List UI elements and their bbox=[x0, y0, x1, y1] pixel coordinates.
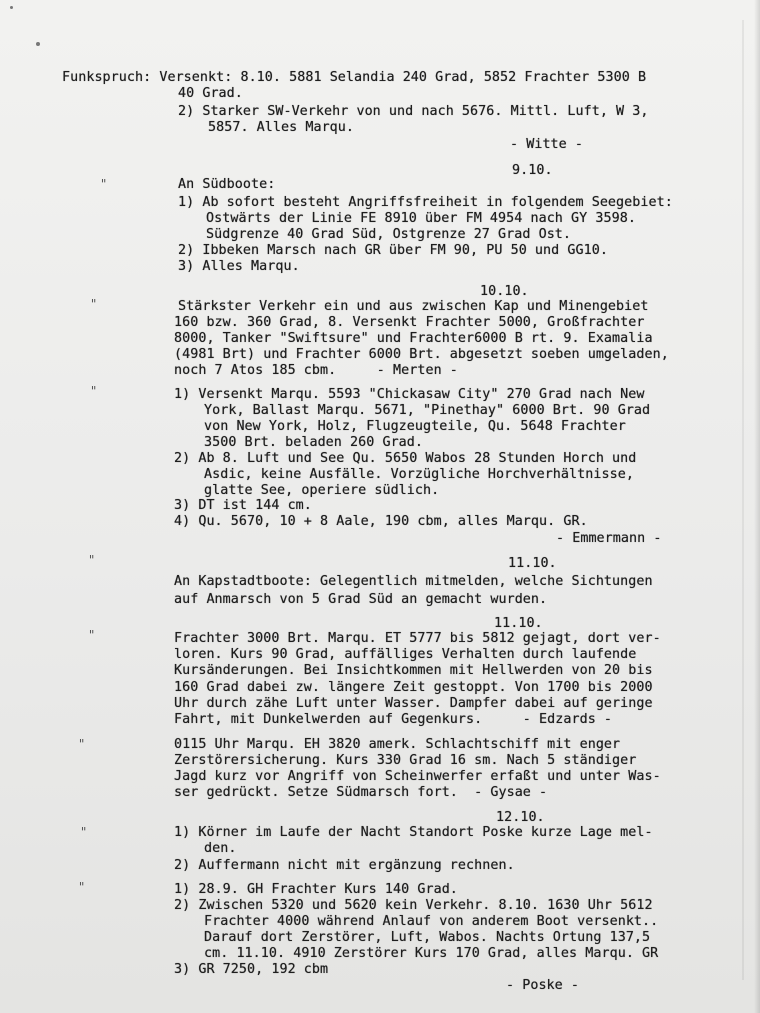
document-line: (4981 Brt) und Frachter 6000 Brt. abgesetzt soeben umgeladen, bbox=[174, 347, 669, 362]
ditto-mark: " bbox=[80, 825, 88, 839]
document-line: 1) Versenkt Marqu. 5593 "Chickasaw City" 270 Grad nach New bbox=[174, 387, 645, 402]
document-line: Uhr durch zähe Luft unter Wasser. Dampfer dabei auf geringe bbox=[174, 696, 653, 711]
ditto-mark: " bbox=[90, 384, 98, 398]
document-line: Asdic, keine Ausfälle. Vorzügliche Horchverhältnisse, bbox=[204, 467, 634, 482]
document-line: cm. 11.10. 4910 Zerstörer Kurs 170 Grad, alles Marqu. GR bbox=[204, 946, 659, 961]
document-line: - Witte - bbox=[510, 137, 584, 152]
ditto-mark: " bbox=[88, 553, 96, 567]
document-line: 2) Ibbeken Marsch nach GR über FM 90, PU 50 und GG10. bbox=[178, 243, 608, 258]
document-line: Fahrt, mit Dunkelwerden auf Gegenkurs. - Edzards - bbox=[174, 712, 613, 727]
document-line: 1) Körner im Laufe der Nacht Standort Poske kurze Lage mel- bbox=[174, 825, 653, 840]
document-line: Kursänderungen. Bei Insichtkommen mit Hellwerden von 20 bis bbox=[174, 663, 653, 678]
document-line: Zerstörersicherung. Kurs 330 Grad 16 sm. Nach 5 ständiger bbox=[174, 753, 637, 768]
document-line: 8000, Tanker "Swiftsure" und Frachter6000 B rt. 9. Examalia bbox=[174, 331, 653, 346]
ink-speck bbox=[36, 42, 40, 46]
ink-speck bbox=[10, 6, 13, 9]
document-line: 3500 Brt. beladen 260 Grad. bbox=[204, 435, 424, 450]
document-line: 9.10. bbox=[512, 163, 553, 178]
document-line: York, Ballast Marqu. 5671, "Pinethay" 6000 Brt. 90 Grad bbox=[204, 403, 651, 418]
document-line: noch 7 Atos 185 cbm. - Merten - bbox=[174, 363, 458, 378]
document-line: 40 Grad. bbox=[178, 86, 243, 101]
document-line: glatte See, operiere südlich. bbox=[204, 483, 440, 498]
document-line: Jagd kurz vor Angriff von Scheinwerfer erfaßt und unter Was- bbox=[174, 769, 661, 784]
document-line: 160 Grad dabei zw. längere Zeit gestoppt. Von 1700 bis 2000 bbox=[174, 680, 653, 695]
document-line: An Südboote: bbox=[178, 177, 276, 192]
document-line: 1) 28.9. GH Frachter Kurs 140 Grad. bbox=[174, 882, 458, 897]
document-line: den. bbox=[204, 841, 237, 856]
ditto-mark: " bbox=[100, 177, 108, 191]
ditto-mark: " bbox=[78, 737, 86, 751]
document-line: ser gedrückt. Setze Südmarsch fort. - Gysae - bbox=[174, 785, 548, 800]
ditto-mark: " bbox=[90, 297, 98, 311]
document-line: Südgrenze 40 Grad Süd, Ostgrenze 27 Grad Ost. bbox=[206, 227, 572, 242]
document-line: 0115 Uhr Marqu. EH 3820 amerk. Schlachtschiff mit enger bbox=[174, 737, 621, 752]
document-line: Ostwärts der Linie FE 8910 über FM 4954 nach GY 3598. bbox=[206, 211, 636, 226]
document-line: 3) DT ist 144 cm. bbox=[174, 498, 312, 513]
document-line: 5857. Alles Marqu. bbox=[208, 120, 355, 135]
document-line: 2) Starker SW-Verkehr von und nach 5676. Mittl. Luft, W 3, bbox=[178, 104, 649, 119]
document-line: 11.10. bbox=[508, 556, 557, 571]
document-line: An Kapstadtboote: Gelegentlich mitmelden, welche Sichtungen bbox=[174, 574, 653, 589]
document-line: 12.10. bbox=[496, 810, 545, 825]
document-line: - Emmermann - bbox=[556, 531, 662, 546]
document-line: loren. Kurs 90 Grad, auffälliges Verhalten durch laufende bbox=[174, 647, 637, 662]
document-line: 1) Ab sofort besteht Angriffsfreiheit in folgendem Seegebiet: bbox=[178, 195, 673, 210]
document-line: 2) Ab 8. Luft und See Qu. 5650 Wabos 28 Stunden Horch und bbox=[174, 451, 637, 466]
document-line: Frachter 3000 Brt. Marqu. ET 5777 bis 5812 gejagt, dort ver- bbox=[174, 631, 661, 646]
document-line: Frachter 4000 während Anlauf von anderem Boot versenkt.. bbox=[204, 914, 659, 929]
document-line: von New York, Holz, Flugzeugteile, Qu. 5648 Frachter bbox=[204, 419, 626, 434]
page-fold-shadow bbox=[742, 20, 744, 980]
page-edge-shadow bbox=[754, 0, 760, 1013]
document-line: - Poske - bbox=[506, 978, 580, 993]
document-line: Funkspruch: Versenkt: 8.10. 5881 Selandia 240 Grad, 5852 Frachter 5300 B bbox=[62, 70, 647, 85]
document-line: Darauf dort Zerstörer, Luft, Wabos. Nachts Ortung 137,5 bbox=[204, 930, 651, 945]
document-line: 11.10. bbox=[494, 616, 543, 631]
document-line: auf Anmarsch von 5 Grad Süd an gemacht wurden. bbox=[174, 592, 548, 607]
ditto-mark: " bbox=[88, 628, 96, 642]
document-line: 4) Qu. 5670, 10 + 8 Aale, 190 cbm, alles Marqu. GR. bbox=[174, 514, 588, 529]
document-line: 2) Zwischen 5320 und 5620 kein Verkehr. 8.10. 1630 Uhr 5612 bbox=[174, 898, 653, 913]
document-line: 10.10. bbox=[480, 284, 529, 299]
document-line: 160 bzw. 360 Grad, 8. Versenkt Frachter 5000, Großfrachter bbox=[174, 315, 645, 330]
document-line: 2) Auffermann nicht mit ergänzung rechnen. bbox=[174, 858, 515, 873]
document-line: 3) Alles Marqu. bbox=[178, 259, 300, 274]
document-line: 3) GR 7250, 192 cbm bbox=[174, 962, 329, 977]
ditto-mark: " bbox=[78, 880, 86, 894]
document-line: Stärkster Verkehr ein und aus zwischen Kap und Minengebiet bbox=[178, 299, 649, 314]
